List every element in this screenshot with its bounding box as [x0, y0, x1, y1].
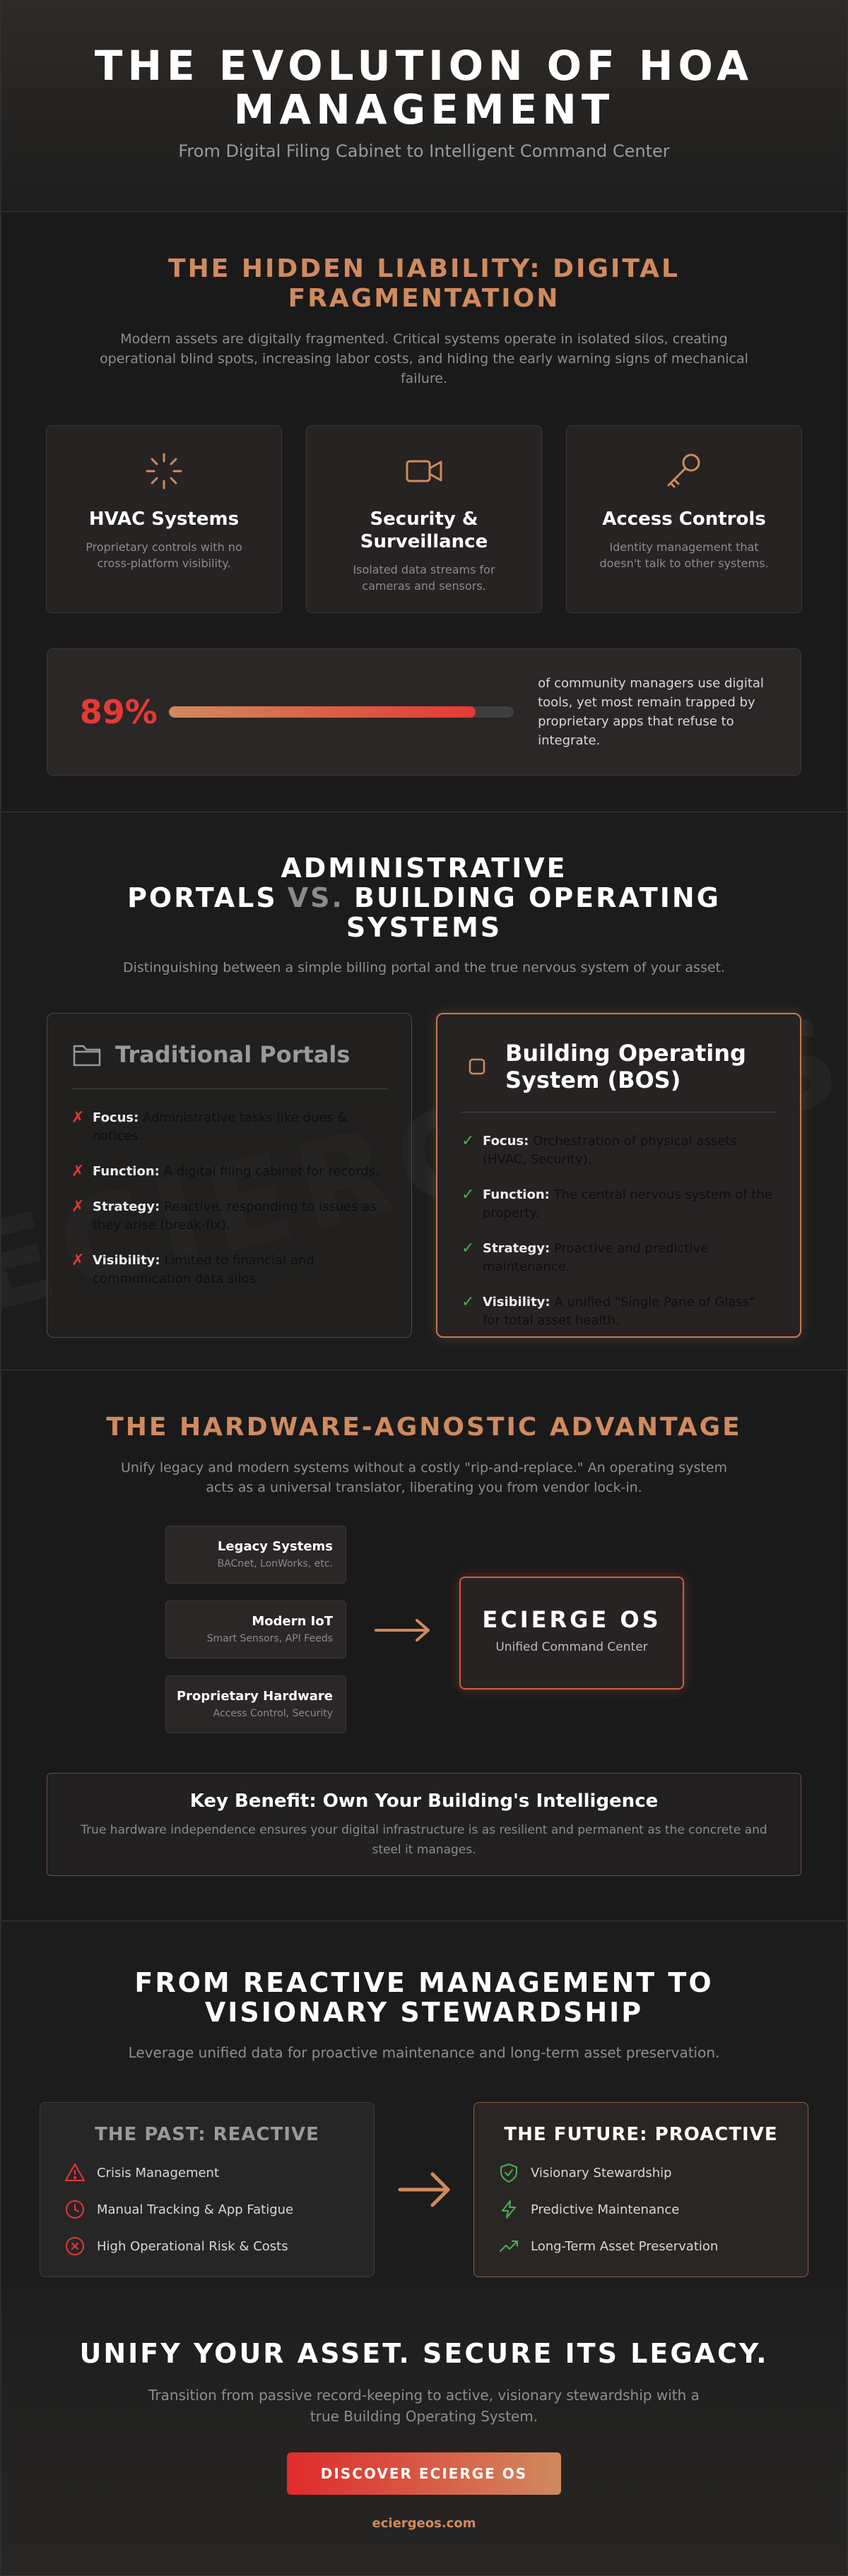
- item-label: Visibility:: [93, 1253, 160, 1268]
- column-items: [71, 1109, 387, 1288]
- item-text: Manual Tracking & App Fatigue: [97, 2202, 294, 2217]
- future-proactive-card: [473, 2102, 808, 2277]
- fragmentation-description: Modern assets are digitally fragmented. Critical systems operate in isolated silos, creating operational blind spots, increasing labor costs, and hiding the early warning signs of mechanical failure.: [100, 331, 748, 386]
- os-subtitle: Unified Command Center: [495, 1640, 648, 1654]
- item-text: Predictive Maintenance: [531, 2202, 680, 2217]
- past-title: THE PAST: REACTIVE: [95, 2124, 319, 2145]
- stewardship-subtitle: Leverage unified data for proactive maintenance and long-term asset preservation.: [128, 2044, 720, 2061]
- card-access: [566, 425, 802, 613]
- agnostic-title: THE HARDWARE-AGNOSTIC ADVANTAGE: [106, 1413, 742, 1442]
- fragmentation-title: THE HIDDEN LIABILITY: DIGITAL FRAGMENTATION: [168, 254, 680, 313]
- bos-column: [436, 1013, 801, 1338]
- column-items: [461, 1132, 776, 1330]
- comparison-title-right: BUILDING OPERATING SYSTEMS: [346, 882, 721, 943]
- integration-diagram: [1, 1526, 848, 1773]
- hero-section: [1, 0, 847, 212]
- item-text: Orchestration of physical assets (HVAC, Security).: [483, 1134, 737, 1167]
- shield-check-icon: [498, 2162, 519, 2183]
- x-mark-icon: ✗: [71, 1109, 85, 1127]
- item-text: Administrative tasks like dues & notices.: [93, 1110, 348, 1144]
- item-label: Focus:: [483, 1134, 529, 1148]
- list-item: [461, 1186, 776, 1223]
- list-item: [71, 1163, 387, 1181]
- lightning-icon: [498, 2199, 519, 2220]
- list-item: [461, 1132, 776, 1169]
- future-title: THE FUTURE: PROACTIVE: [504, 2124, 778, 2145]
- item-text: Reactive, responding to issues as they arise (break-fix).: [93, 1199, 377, 1233]
- list-item: [498, 2236, 808, 2257]
- item-text: A unified "Single Pane of Glass" for total asset health.: [483, 1295, 755, 1328]
- card-title: HVAC Systems: [88, 509, 240, 530]
- column-title: Building Operating System (BOS): [505, 1040, 746, 1093]
- cta-section: [1, 2289, 847, 2576]
- list-item: [498, 2199, 808, 2220]
- past-reactive-card: [40, 2102, 375, 2277]
- traditional-portals-column: [47, 1013, 412, 1338]
- discover-ecierge-os-button[interactable]: DISCOVER ECIERGE OS: [287, 2452, 561, 2495]
- system-cards: [1, 425, 847, 613]
- past-items: [64, 2162, 374, 2257]
- source-title: Proprietary Hardware: [176, 1689, 333, 1704]
- cta-title: UNIFY YOUR ASSET. SECURE ITS LEGACY.: [79, 2338, 769, 2369]
- list-item: [64, 2162, 374, 2183]
- column-title: Traditional Portals: [115, 1041, 351, 1068]
- comparison-title-vs: VS.: [287, 882, 344, 913]
- check-mark-icon: ✓: [461, 1293, 475, 1311]
- item-label: Strategy:: [483, 1241, 550, 1256]
- source-detail: Smart Sensors, API Feeds: [206, 1633, 333, 1644]
- benefit-text: True hardware independence ensures your digital infrastructure is as resilient and permanent as the concrete and steel it manages.: [81, 1823, 767, 1857]
- key-benefit-box: [47, 1773, 801, 1876]
- arrow-right-icon: [373, 1616, 434, 1644]
- page-subtitle: From Digital Filing Cabinet to Intelligent Command Center: [178, 141, 670, 161]
- item-text: Visionary Stewardship: [531, 2165, 672, 2180]
- check-mark-icon: ✓: [461, 1132, 475, 1150]
- source-legacy-systems: [165, 1526, 346, 1584]
- usage-stat: [47, 648, 801, 776]
- item-label: Function:: [93, 1164, 160, 1179]
- column-header: [71, 1039, 387, 1089]
- card-title: Security & Surveillance: [360, 509, 488, 552]
- fragmentation-section: [1, 212, 847, 812]
- item-label: Visibility:: [483, 1295, 550, 1310]
- item-label: Strategy:: [93, 1199, 160, 1214]
- ecierge-os-box: [459, 1577, 684, 1690]
- card-title: Access Controls: [602, 509, 766, 530]
- comparison-subtitle: Distinguishing between a simple billing portal and the true nervous system of your asset.: [122, 960, 726, 975]
- source-detail: BACnet, LonWorks, etc.: [217, 1558, 333, 1569]
- list-item: [498, 2162, 808, 2183]
- source-modern-iot: [165, 1601, 346, 1658]
- item-text: Crisis Management: [97, 2165, 220, 2180]
- agnostic-subtitle: Unify legacy and modern systems without a costly "rip-and-replace." An operating system acts as a universal translator, liberating you from vendor lock-in.: [120, 1460, 728, 1495]
- comparison-section: [1, 812, 847, 1370]
- sun-burst-icon: [143, 450, 185, 492]
- stat-text: of community managers use digital tools, yet most remain trapped by proprietary apps that refuse to integrate.: [538, 676, 764, 748]
- item-label: Focus:: [93, 1110, 139, 1125]
- card-security: [306, 425, 542, 613]
- source-title: Legacy Systems: [217, 1539, 333, 1554]
- item-text: High Operational Risk & Costs: [97, 2238, 288, 2254]
- list-item: [71, 1252, 387, 1288]
- comparison-columns: [1, 1013, 847, 1338]
- future-items: [498, 2162, 808, 2257]
- comparison-title-left: ADMINISTRATIVE PORTALS: [127, 853, 567, 913]
- stewardship-section: [1, 1921, 847, 2289]
- list-item: [461, 1240, 776, 1276]
- video-camera-icon: [403, 450, 445, 492]
- stewardship-title: FROM REACTIVE MANAGEMENT TO VISIONARY STEWARDSHIP: [134, 1967, 714, 2028]
- os-title: ECIERGE OS: [482, 1606, 661, 1633]
- key-icon: [663, 450, 705, 492]
- benefit-title: Key Benefit: Own Your Building's Intelligence: [189, 1791, 659, 1812]
- source-detail: Access Control, Security: [213, 1708, 333, 1719]
- card-hvac: [46, 425, 282, 613]
- folder-icon: [71, 1039, 102, 1070]
- item-label: Function:: [483, 1187, 550, 1202]
- trending-up-icon: [498, 2236, 519, 2257]
- card-text: Proprietary controls with no cross-platform visibility.: [86, 540, 242, 570]
- clock-icon: [64, 2199, 86, 2220]
- chip-icon: [461, 1051, 493, 1082]
- arrow-right-icon: [383, 2161, 465, 2218]
- past-future-comparison: [1, 2102, 847, 2277]
- card-text: Identity management that doesn't talk to other systems.: [599, 540, 769, 570]
- item-text: Proactive and predictive maintenance.: [483, 1241, 709, 1274]
- list-item: [71, 1198, 387, 1235]
- item-text: A digital filing cabinet for records.: [163, 1164, 379, 1179]
- page-title: THE EVOLUTION OF HOA MANAGEMENT: [94, 42, 754, 133]
- list-item: [64, 2199, 374, 2220]
- list-item: [71, 1109, 387, 1146]
- stat-percent: 89%: [79, 693, 158, 731]
- item-text: Limited to financial and communication data silos.: [93, 1253, 314, 1286]
- card-text: Isolated data streams for cameras and sensors.: [353, 563, 495, 593]
- website-link[interactable]: eciergeos.com: [372, 2516, 476, 2531]
- check-mark-icon: ✓: [461, 1186, 475, 1204]
- x-mark-icon: ✗: [71, 1198, 85, 1216]
- warning-triangle-icon: [64, 2162, 86, 2183]
- column-header: [461, 1040, 776, 1112]
- item-text: Long-Term Asset Preservation: [531, 2238, 719, 2254]
- item-text: The central nervous system of the property.: [483, 1187, 772, 1221]
- comparison-title: [85, 853, 763, 942]
- stat-progress-fill: [169, 706, 476, 718]
- hardware-agnostic-section: [1, 1370, 847, 1921]
- cta-text: Transition from passive record-keeping to active, visionary stewardship with a true Building Operating System.: [148, 2387, 700, 2425]
- source-title: Modern IoT: [252, 1614, 333, 1629]
- stat-progress-bar: [169, 706, 514, 718]
- list-item: [64, 2236, 374, 2257]
- x-mark-icon: ✗: [71, 1163, 85, 1180]
- source-proprietary-hardware: [165, 1675, 346, 1733]
- x-mark-icon: ✗: [71, 1252, 85, 1269]
- list-item: [461, 1293, 776, 1330]
- x-circle-icon: [64, 2236, 86, 2257]
- check-mark-icon: ✓: [461, 1240, 475, 1257]
